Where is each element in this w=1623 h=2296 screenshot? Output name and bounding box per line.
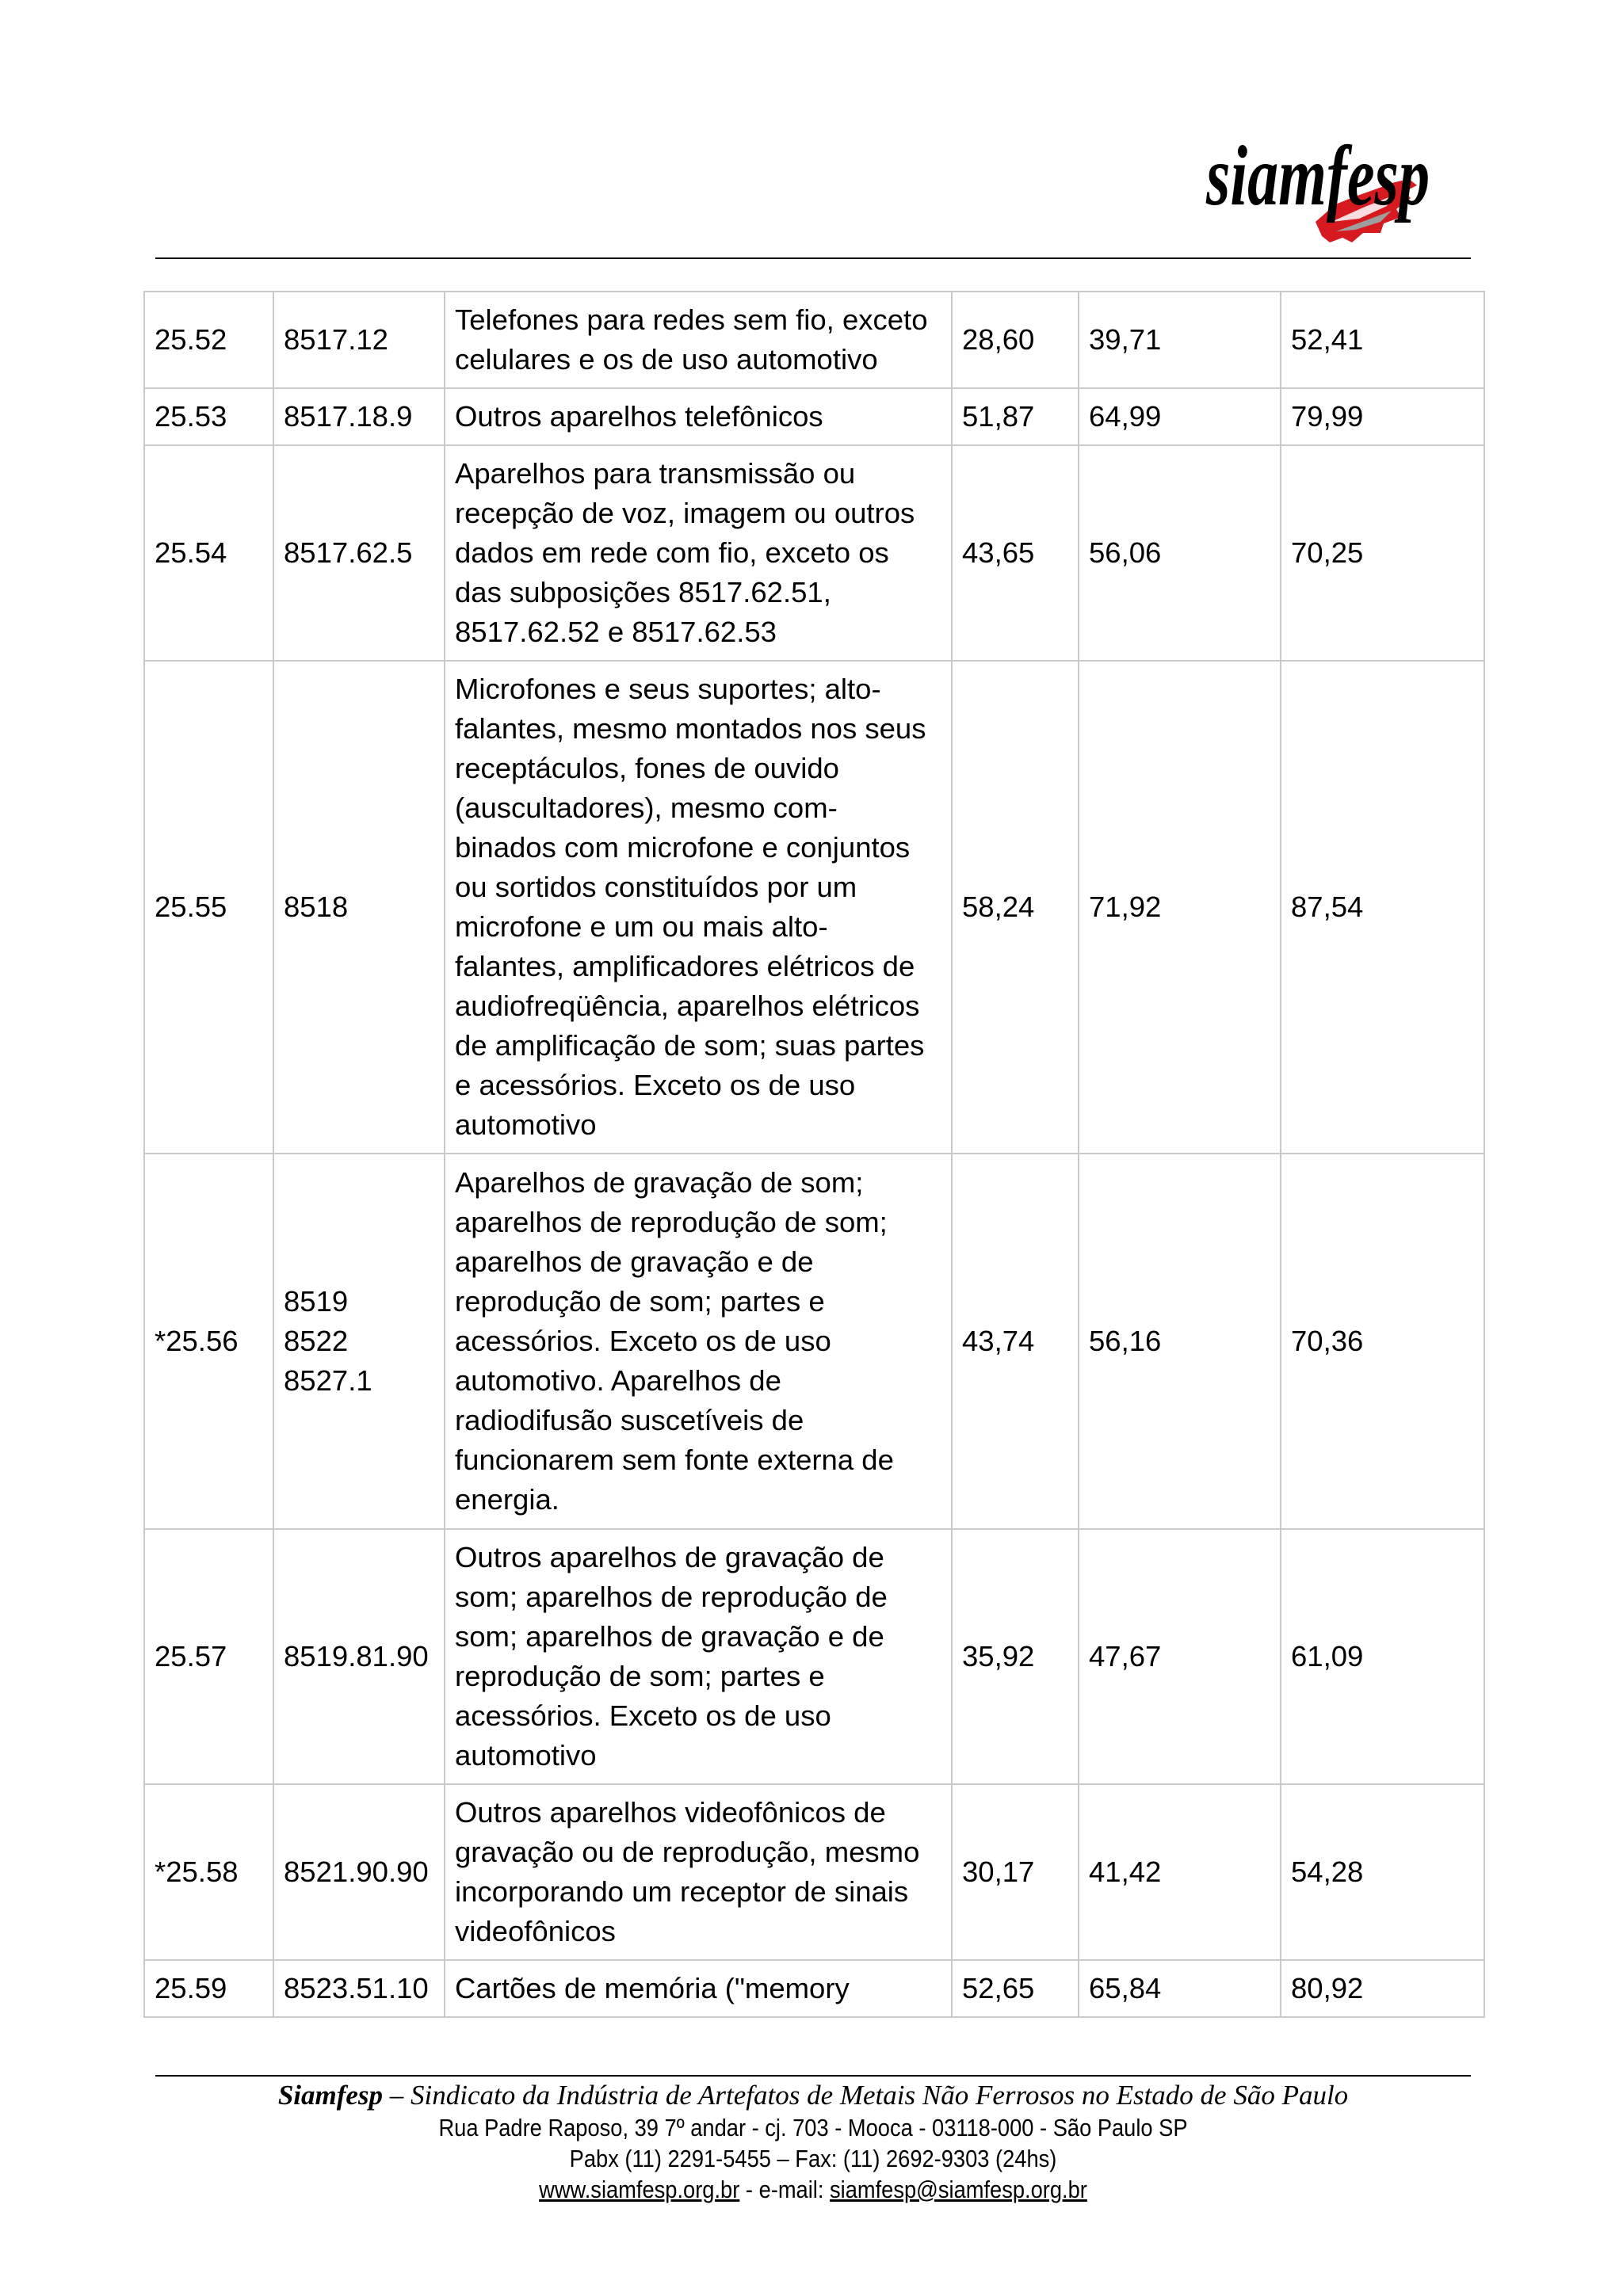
ncm-code: 8517.12 — [284, 323, 388, 356]
ncm-code: 8517.62.5 — [284, 536, 413, 569]
description-line: Outros aparelhos telefônicos — [455, 400, 823, 433]
description-line: binados com microfone e conjuntos — [455, 831, 911, 864]
description-line: reprodução de som; partes e — [455, 1660, 825, 1692]
description-line: Outros aparelhos videofônicos de — [455, 1796, 886, 1829]
ncm-code: 8523.51.10 — [284, 1972, 429, 2004]
description-line: radiodifusão suscetíveis de — [455, 1404, 804, 1436]
description-line: Outros aparelhos de gravação de — [455, 1541, 884, 1573]
table-row — [144, 1784, 1484, 1960]
description-line: acessórios. Exceto os de uso — [455, 1325, 831, 1357]
value-cell-1: 28,60 — [952, 292, 1079, 388]
description-line: acessórios. Exceto os de uso — [455, 1699, 831, 1732]
value-cell-3: 54,28 — [1281, 1784, 1484, 1960]
description-line: som; aparelhos de reprodução de — [455, 1581, 888, 1613]
description-line: Cartões de memória ("memory — [455, 1972, 850, 2004]
description-line: recepção de voz, imagem ou outros — [455, 497, 915, 529]
description-line: aparelhos de reprodução de som; — [455, 1206, 888, 1238]
item-number-cell: 25.55 — [144, 661, 273, 1154]
description-cell — [445, 388, 952, 445]
ncm-code: 8517.18.9 — [284, 400, 413, 433]
description-line: dados em rede com fio, exceto os — [455, 536, 889, 569]
description-line: de amplificação de som; suas partes — [455, 1029, 925, 1062]
footer-org-full: – Sindicato da Indústria de Artefatos de Metais Não Ferrosos no Estado de São Paulo — [383, 2080, 1349, 2111]
value-cell-2: 65,84 — [1079, 1960, 1281, 2017]
description-cell — [445, 1960, 952, 2017]
website-link[interactable]: www.siamfesp.org.br — [539, 2176, 740, 2203]
description-line: funcionarem sem fonte externa de — [455, 1444, 894, 1476]
footer-org-line — [155, 2079, 1471, 2112]
value-cell-2: 47,67 — [1079, 1529, 1281, 1784]
ncm-code: 8518 — [284, 891, 349, 923]
value-cell-3: 70,25 — [1281, 445, 1484, 661]
footer-contact-line — [235, 2174, 1392, 2205]
description-cell — [445, 1784, 952, 1960]
value-cell-3: 70,36 — [1281, 1154, 1484, 1529]
description-line: audiofreqüência, aparelhos elétricos — [455, 990, 920, 1022]
value-cell-2: 71,92 — [1079, 661, 1281, 1154]
email-label: - e-mail: — [739, 2176, 831, 2203]
description-line: videofônicos — [455, 1915, 616, 1947]
description-line: som; aparelhos de gravação e de — [455, 1620, 884, 1653]
description-line: incorporando um receptor de sinais — [455, 1875, 909, 1908]
table-row — [144, 292, 1484, 388]
ncm-code-cell — [273, 388, 445, 445]
description-line: Aparelhos de gravação de som; — [455, 1166, 864, 1199]
footer-divider — [155, 2075, 1471, 2077]
header-divider — [155, 257, 1471, 259]
description-line: falantes, amplificadores elétricos de — [455, 950, 915, 982]
ncm-code-cell — [273, 445, 445, 661]
table-row — [144, 388, 1484, 445]
ncm-code-cell — [273, 661, 445, 1154]
item-number-cell: *25.56 — [144, 1154, 273, 1529]
value-cell-2: 64,99 — [1079, 388, 1281, 445]
table-body — [144, 292, 1484, 2017]
value-cell-1: 58,24 — [952, 661, 1079, 1154]
value-cell-1: 43,65 — [952, 445, 1079, 661]
value-cell-3: 80,92 — [1281, 1960, 1484, 2017]
footer-address: Rua Padre Raposo, 39 7º andar - cj. 703 - Mooca - 03118-000 - São Paulo SP — [438, 2114, 1188, 2142]
value-cell-3: 87,54 — [1281, 661, 1484, 1154]
value-cell-1: 43,74 — [952, 1154, 1079, 1529]
description-line: falantes, mesmo montados nos seus — [455, 712, 926, 745]
footer-phone: Pabx (11) 2291-5455 – Fax: (11) 2692-9303 (24hs) — [569, 2145, 1057, 2172]
item-number-cell: 25.59 — [144, 1960, 273, 2017]
ncm-code-cell — [273, 1784, 445, 1960]
tariff-table — [143, 291, 1485, 2018]
logo-wordmark: siamfesp — [1205, 129, 1430, 223]
value-cell-3: 52,41 — [1281, 292, 1484, 388]
siamfesp-logo-graphic — [1197, 103, 1458, 261]
table-row — [144, 1960, 1484, 2017]
email-link[interactable]: siamfesp@siamfesp.org.br — [830, 2176, 1087, 2203]
ncm-code: 8519 — [284, 1285, 349, 1318]
description-line: aparelhos de gravação e de — [455, 1245, 814, 1278]
description-line: ou sortidos constituídos por um — [455, 871, 857, 903]
description-line: das subposições 8517.62.51, — [455, 576, 831, 608]
value-cell-1: 30,17 — [952, 1784, 1079, 1960]
footer-org-name: Siamfesp — [277, 2080, 384, 2111]
value-cell-2: 56,16 — [1079, 1154, 1281, 1529]
description-cell — [445, 292, 952, 388]
table-row — [144, 445, 1484, 661]
value-cell-2: 41,42 — [1079, 1784, 1281, 1960]
description-line: gravação ou de reprodução, mesmo — [455, 1836, 920, 1868]
ncm-code: 8522 — [284, 1325, 349, 1357]
item-number-cell: 25.53 — [144, 388, 273, 445]
description-line: automotivo. Aparelhos de — [455, 1364, 781, 1397]
description-cell — [445, 661, 952, 1154]
ncm-code: 8519.81.90 — [284, 1640, 429, 1672]
value-cell-3: 79,99 — [1281, 388, 1484, 445]
item-number-cell: 25.57 — [144, 1529, 273, 1784]
table-row — [144, 1154, 1484, 1529]
ncm-code: 8521.90.90 — [284, 1855, 429, 1888]
value-cell-3: 61,09 — [1281, 1529, 1484, 1784]
description-cell — [445, 1529, 952, 1784]
ncm-code: 8527.1 — [284, 1364, 372, 1397]
item-number-cell: 25.54 — [144, 445, 273, 661]
item-number-cell: *25.58 — [144, 1784, 273, 1960]
description-line: celulares e os de uso automotivo — [455, 343, 878, 376]
description-cell — [445, 1154, 952, 1529]
item-number-cell: 25.52 — [144, 292, 273, 388]
description-cell — [445, 445, 952, 661]
ncm-code-cell — [273, 1529, 445, 1784]
ncm-code-cell — [273, 292, 445, 388]
description-line: automotivo — [455, 1739, 597, 1772]
value-cell-1: 51,87 — [952, 388, 1079, 445]
table-row — [144, 1529, 1484, 1784]
description-line: microfone e um ou mais alto- — [455, 910, 828, 943]
description-line: Telefones para redes sem fio, exceto — [455, 303, 928, 336]
description-line: e acessórios. Exceto os de uso — [455, 1069, 856, 1101]
description-line: reprodução de som; partes e — [455, 1285, 825, 1318]
description-line: Microfones e seus suportes; alto- — [455, 673, 881, 705]
description-line: automotivo — [455, 1108, 597, 1141]
description-line: (auscultadores), mesmo com- — [455, 791, 838, 824]
table-row — [144, 661, 1484, 1154]
value-cell-1: 52,65 — [952, 1960, 1079, 2017]
description-line: receptáculos, fones de ouvido — [455, 752, 839, 784]
ncm-code-cell — [273, 1154, 445, 1529]
description-line: Aparelhos para transmissão ou — [455, 457, 856, 490]
value-cell-1: 35,92 — [952, 1529, 1079, 1784]
description-line: 8517.62.52 e 8517.62.53 — [455, 616, 777, 648]
ncm-code-cell — [273, 1960, 445, 2017]
value-cell-2: 39,71 — [1079, 292, 1281, 388]
description-line: energia. — [455, 1483, 559, 1516]
value-cell-2: 56,06 — [1079, 445, 1281, 661]
footer — [155, 2079, 1471, 2205]
siamfesp-logo — [1197, 103, 1458, 261]
